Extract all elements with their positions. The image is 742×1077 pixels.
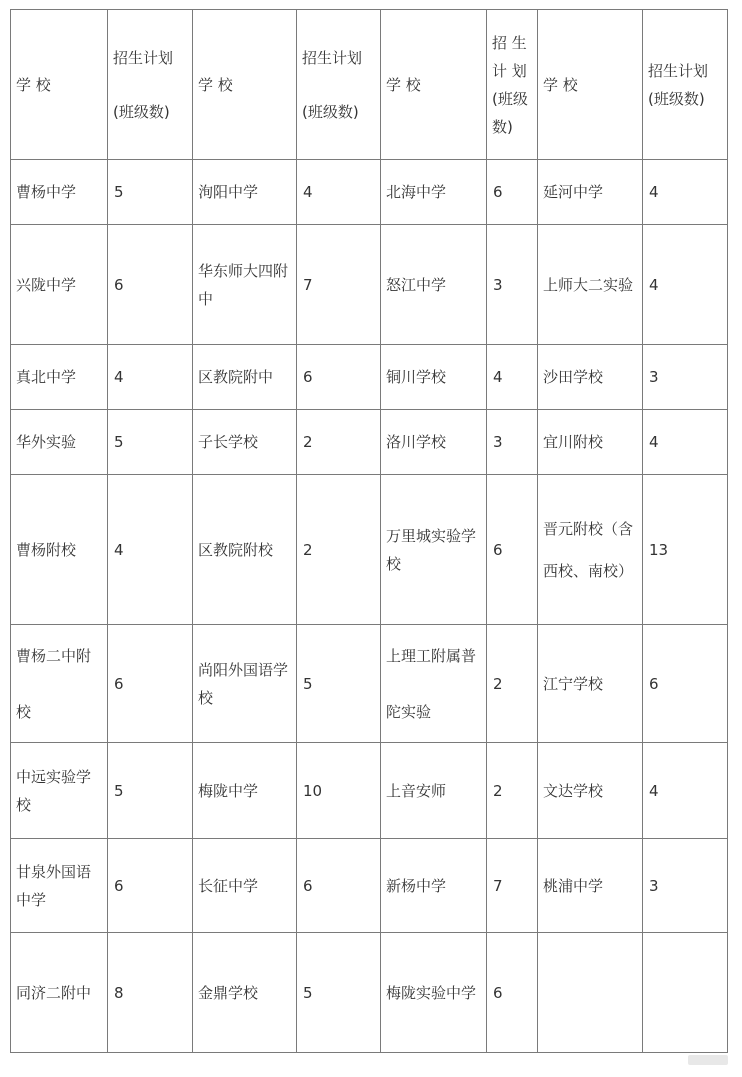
plan-cell: 6 (643, 625, 728, 743)
school-cell: 曹杨中学 (11, 160, 108, 225)
school-cell: 区教院附校 (193, 475, 297, 625)
plan-cell (643, 933, 728, 1053)
plan-cell: 4 (297, 160, 381, 225)
plan-cell: 6 (108, 225, 193, 345)
plan-cell: 3 (487, 410, 538, 475)
table-row (11, 345, 728, 410)
school-cell: 梅陇中学 (193, 743, 297, 839)
plan-cell: 5 (297, 933, 381, 1053)
plan-cell: 7 (297, 225, 381, 345)
plan-cell: 5 (108, 410, 193, 475)
plan-cell: 6 (487, 475, 538, 625)
header-school: 学 校 (193, 10, 297, 160)
plan-cell: 4 (643, 225, 728, 345)
school-cell: 宜川附校 (538, 410, 643, 475)
plan-cell: 2 (297, 475, 381, 625)
school-cell: 怒江中学 (381, 225, 487, 345)
table-row (11, 160, 728, 225)
plan-cell: 5 (297, 625, 381, 743)
school-cell: 子长学校 (193, 410, 297, 475)
watermark (688, 1055, 728, 1065)
table-row (11, 475, 728, 625)
school-cell: 上理工附属普陀实验 (381, 625, 487, 743)
plan-cell: 6 (297, 345, 381, 410)
plan-cell: 4 (108, 475, 193, 625)
plan-cell: 4 (108, 345, 193, 410)
table-row (11, 625, 728, 743)
school-cell: 江宁学校 (538, 625, 643, 743)
header-school: 学 校 (11, 10, 108, 160)
plan-cell: 5 (108, 743, 193, 839)
school-cell: 尚阳外国语学校 (193, 625, 297, 743)
school-cell: 上师大二实验 (538, 225, 643, 345)
school-cell: 铜川学校 (381, 345, 487, 410)
plan-cell: 3 (643, 345, 728, 410)
header-school: 学 校 (381, 10, 487, 160)
school-cell: 洵阳中学 (193, 160, 297, 225)
school-cell: 曹杨二中附校 (11, 625, 108, 743)
table-row (11, 933, 728, 1053)
admission-plan-table (10, 9, 728, 1053)
school-cell: 曹杨附校 (11, 475, 108, 625)
school-cell: 文达学校 (538, 743, 643, 839)
plan-cell: 13 (643, 475, 728, 625)
school-cell: 金鼎学校 (193, 933, 297, 1053)
school-cell (538, 933, 643, 1053)
school-cell: 华东师大四附中 (193, 225, 297, 345)
plan-cell: 3 (487, 225, 538, 345)
school-cell: 中远实验学校 (11, 743, 108, 839)
plan-cell: 6 (487, 160, 538, 225)
plan-cell: 4 (643, 410, 728, 475)
school-cell: 新杨中学 (381, 839, 487, 933)
plan-cell: 4 (643, 743, 728, 839)
table-row (11, 225, 728, 345)
school-cell: 沙田学校 (538, 345, 643, 410)
plan-cell: 3 (643, 839, 728, 933)
school-cell: 真北中学 (11, 345, 108, 410)
school-cell: 华外实验 (11, 410, 108, 475)
plan-cell: 6 (487, 933, 538, 1053)
school-cell: 同济二附中 (11, 933, 108, 1053)
school-cell: 上音安师 (381, 743, 487, 839)
plan-cell: 2 (487, 625, 538, 743)
school-cell: 甘泉外国语中学 (11, 839, 108, 933)
plan-cell: 7 (487, 839, 538, 933)
school-cell: 长征中学 (193, 839, 297, 933)
school-cell: 洛川学校 (381, 410, 487, 475)
school-cell: 万里城实验学校 (381, 475, 487, 625)
plan-cell: 4 (643, 160, 728, 225)
plan-cell: 2 (487, 743, 538, 839)
school-cell: 兴陇中学 (11, 225, 108, 345)
plan-cell: 6 (297, 839, 381, 933)
school-cell: 桃浦中学 (538, 839, 643, 933)
school-cell: 晋元附校（含西校、南校） (538, 475, 643, 625)
header-school: 学 校 (538, 10, 643, 160)
header-row (11, 10, 728, 160)
school-cell: 梅陇实验中学 (381, 933, 487, 1053)
header-plan-narrow: 招 生 计 划 (班级数) (487, 10, 538, 160)
plan-cell: 10 (297, 743, 381, 839)
school-cell: 区教院附中 (193, 345, 297, 410)
table-row (11, 743, 728, 839)
header-plan: 招生计划 (班级数) (297, 10, 381, 160)
school-cell: 北海中学 (381, 160, 487, 225)
plan-cell: 5 (108, 160, 193, 225)
plan-cell: 4 (487, 345, 538, 410)
school-cell: 延河中学 (538, 160, 643, 225)
plan-cell: 2 (297, 410, 381, 475)
plan-cell: 6 (108, 839, 193, 933)
table-row (11, 839, 728, 933)
table-row (11, 410, 728, 475)
plan-cell: 6 (108, 625, 193, 743)
header-plan: 招生计划 (班级数) (643, 10, 728, 160)
plan-cell: 8 (108, 933, 193, 1053)
header-plan: 招生计划 (班级数) (108, 10, 193, 160)
